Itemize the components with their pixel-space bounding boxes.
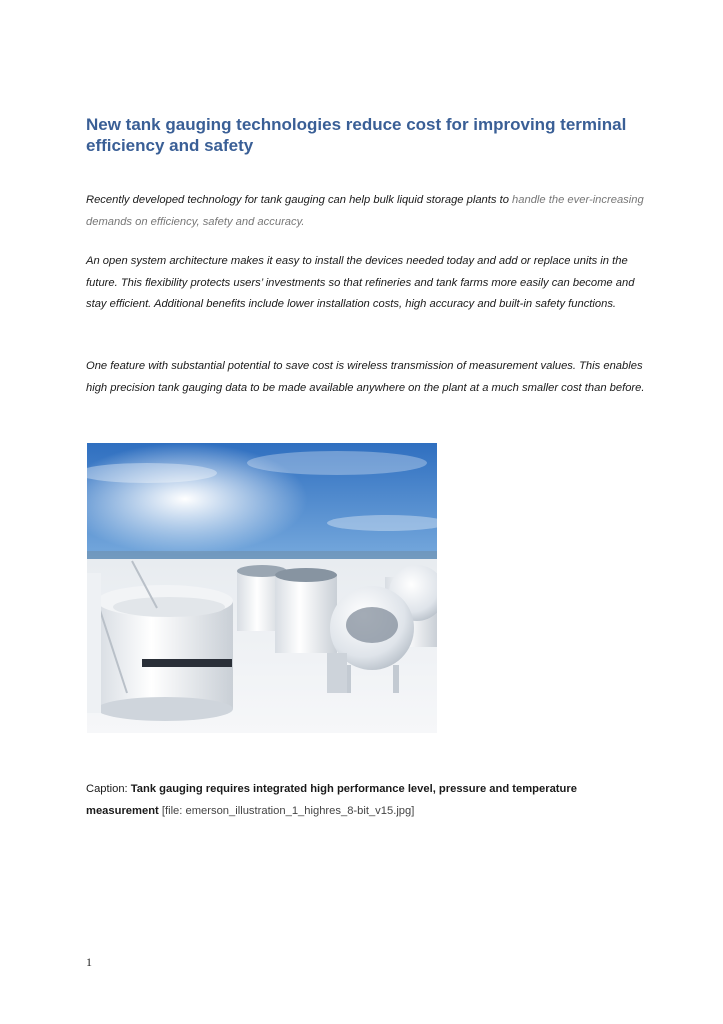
tank-farm-illustration (87, 443, 437, 733)
intro-tail: handle the ever-increasing demands on efficiency, safety and accuracy. (86, 194, 644, 228)
architecture-paragraph: An open system architecture makes it easy to install the devices needed today and add or replace units in the future. This flexibility protects users’ investments so that refineries and tank farms more easily can become and stay efficient. Additional benefits include lower installation costs, high accuracy and built-in safety functions. (86, 255, 635, 310)
figure-caption (86, 778, 646, 822)
page-number: 1 (86, 955, 92, 969)
intro-lead: Recently developed technology for tank gauging can help bulk liquid storage plants to (86, 194, 513, 206)
intro-paragraph (86, 190, 646, 233)
caption-label: Caption: (86, 783, 131, 795)
caption-bold-text: Tank gauging requires integrated high performance level, pressure and temperature measurement (86, 783, 577, 817)
article-title: New tank gauging technologies reduce cost for improving terminal efficiency and safety (86, 115, 627, 155)
caption-file-name: [file: emerson_illustration_1_highres_8-bit_v15.jpg] (158, 805, 415, 817)
wireless-paragraph: One feature with substantial potential to save cost is wireless transmission of measurement values. This enables high precision tank gauging data to be made available anywhere on the plant at a much smaller cost than before. (86, 360, 645, 394)
